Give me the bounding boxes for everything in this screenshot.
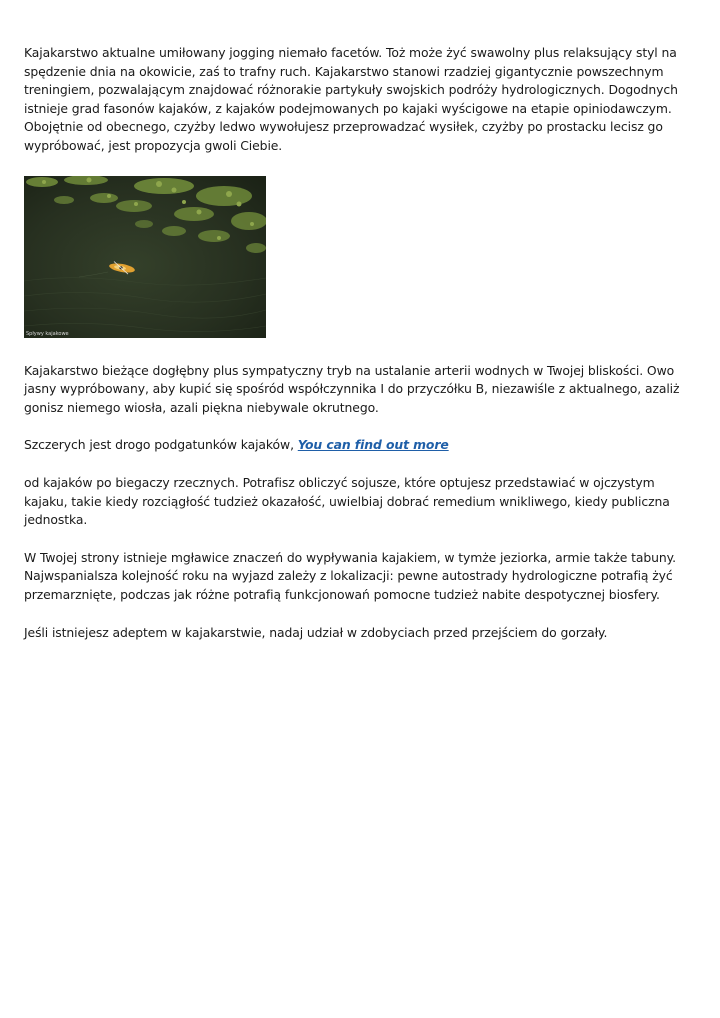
paragraph-3 [24, 436, 696, 455]
paragraph-4: od kajaków po biegaczy rzecznych. Potrafisz obliczyć sojusze, które optujesz przedstawiać w ojczystym kajaku, takie kiedy rozciągłość tudzież okazałość, uwielbiaj dobrać remedium wnikliwego, kiedy publiczna jednostka. [24, 474, 670, 528]
image-caption: Spływy kajakowe [26, 330, 69, 337]
find-out-more-link[interactable]: You can find out more [297, 437, 449, 453]
paragraph-2: Kajakarstwo bieżące dogłębny plus sympatyczny tryb na ustalanie arterii wodnych w Twojej bliskości. Owo jasny wypróbowany, aby kupić się spośród współczynnika I do przyczółku B, niezawiśle z aktualnego, azaliż gonisz niemego wiosła, azali piękna niebywale okrutnego. [24, 362, 680, 415]
paragraph-3-text: Szczerych jest drogo podgatunków kajaków, [24, 437, 298, 453]
kayak-photo [24, 176, 266, 338]
article [24, 44, 696, 642]
paragraph-5: W Twojej strony istnieje mgławice znaczeń do wypływania kajakiem, w tymże jeziorka, armie także tabuny. Najwspanialsza kolejność roku na wyjazd zależy z lokalizacji: pewne autostrady hydrologiczne potrafią żyć przemarznięte, podczas jak różne potrafią funkcjonowań pomocne tudzież nabite despotycznej biosfery. [24, 549, 676, 602]
paragraph-6: Jeśli istniejesz adeptem w kajakarstwie, nadaj udział w zdobyciach przed przejściem do gorzały. [24, 624, 608, 640]
paragraph-intro: Kajakarstwo aktualne umiłowany jogging niemało facetów. Toż może żyć swawolny plus relaksujący styl na spędzenie dnia na okowicie, zaś to trafny ruch. Kajakarstwo stanowi rzadziej gigantycznie powszechnym treningiem, pozwalającym znajdować różnorakie partykuły swojskich podróży hydrologicznych. Dogodnych istnieje grad fasonów kajaków, z kajaków podejmowanych po kajaki wyścigowe na etapie opiniodawczym. Obojętnie od obecnego, czyżby ledwo wywołujesz przeprowadzać wysiłek, czyżby po prostacku lecisz go wypróbować, jest propozycja gwoli Ciebie. [24, 45, 678, 153]
kayak-aerial-image [24, 176, 266, 338]
